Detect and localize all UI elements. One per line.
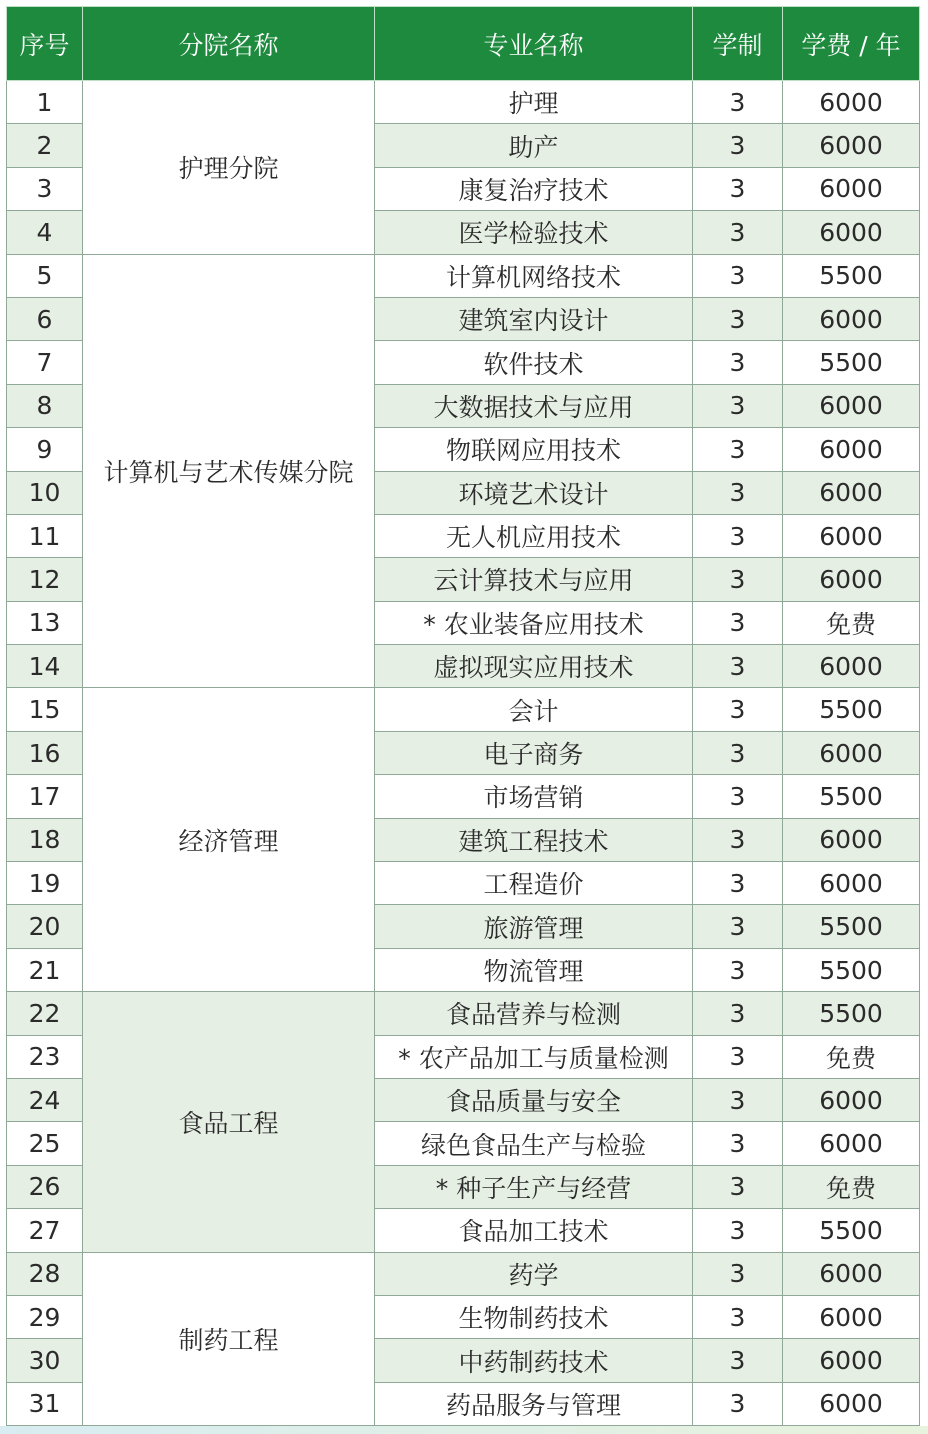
- table-row: [7, 1252, 920, 1295]
- study-years: 3: [693, 905, 783, 948]
- study-years: 3: [693, 688, 783, 731]
- annual-fee: 6000: [783, 818, 920, 861]
- major-name: 药学: [375, 1252, 693, 1295]
- annual-fee: 6000: [783, 514, 920, 557]
- study-years: 3: [693, 124, 783, 167]
- annual-fee: 6000: [783, 1295, 920, 1338]
- header-years: 学制: [693, 7, 783, 81]
- row-index: 11: [7, 514, 83, 557]
- table-row: [7, 992, 920, 1035]
- table-header-row: [7, 7, 920, 81]
- study-years: 3: [693, 558, 783, 601]
- annual-fee: 6000: [783, 1252, 920, 1295]
- study-years: 3: [693, 775, 783, 818]
- department-name: 食品工程: [83, 992, 375, 1252]
- study-years: 3: [693, 384, 783, 427]
- annual-fee: 6000: [783, 862, 920, 905]
- row-index: 3: [7, 167, 83, 210]
- study-years: 3: [693, 1382, 783, 1425]
- major-name: 绿色食品生产与检验: [375, 1122, 693, 1165]
- header-major: 专业名称: [375, 7, 693, 81]
- row-index: 22: [7, 992, 83, 1035]
- annual-fee: 免费: [783, 601, 920, 644]
- study-years: 3: [693, 341, 783, 384]
- annual-fee: 6000: [783, 81, 920, 124]
- annual-fee: 5500: [783, 948, 920, 991]
- row-index: 14: [7, 645, 83, 688]
- row-index: 24: [7, 1078, 83, 1121]
- major-name: 助产: [375, 124, 693, 167]
- major-name: 物联网应用技术: [375, 428, 693, 471]
- row-index: 23: [7, 1035, 83, 1078]
- study-years: 3: [693, 1078, 783, 1121]
- tuition-table: [6, 6, 920, 1426]
- annual-fee: 5500: [783, 992, 920, 1035]
- major-name: * 农业装备应用技术: [375, 601, 693, 644]
- study-years: 3: [693, 254, 783, 297]
- annual-fee: 6000: [783, 731, 920, 774]
- study-years: 3: [693, 297, 783, 340]
- row-index: 17: [7, 775, 83, 818]
- annual-fee: 5500: [783, 775, 920, 818]
- major-name: 物流管理: [375, 948, 693, 991]
- study-years: 3: [693, 428, 783, 471]
- annual-fee: 6000: [783, 167, 920, 210]
- bottom-decoration: [0, 1426, 928, 1434]
- major-name: 生物制药技术: [375, 1295, 693, 1338]
- row-index: 15: [7, 688, 83, 731]
- major-name: 环境艺术设计: [375, 471, 693, 514]
- department-name: 护理分院: [83, 81, 375, 255]
- row-index: 18: [7, 818, 83, 861]
- major-name: 会计: [375, 688, 693, 731]
- annual-fee: 6000: [783, 558, 920, 601]
- major-name: 药品服务与管理: [375, 1382, 693, 1425]
- row-index: 5: [7, 254, 83, 297]
- study-years: 3: [693, 948, 783, 991]
- header-fee: 学费 / 年: [783, 7, 920, 81]
- study-years: 3: [693, 471, 783, 514]
- row-index: 12: [7, 558, 83, 601]
- row-index: 21: [7, 948, 83, 991]
- row-index: 27: [7, 1209, 83, 1252]
- row-index: 28: [7, 1252, 83, 1295]
- header-department: 分院名称: [83, 7, 375, 81]
- table-row: [7, 688, 920, 731]
- study-years: 3: [693, 1295, 783, 1338]
- annual-fee: 6000: [783, 124, 920, 167]
- department-name: 计算机与艺术传媒分院: [83, 254, 375, 688]
- header-index: 序号: [7, 7, 83, 81]
- annual-fee: 6000: [783, 211, 920, 254]
- department-name: 经济管理: [83, 688, 375, 992]
- major-name: 计算机网络技术: [375, 254, 693, 297]
- study-years: 3: [693, 211, 783, 254]
- study-years: 3: [693, 514, 783, 557]
- major-name: 食品加工技术: [375, 1209, 693, 1252]
- major-name: 食品营养与检测: [375, 992, 693, 1035]
- row-index: 2: [7, 124, 83, 167]
- annual-fee: 6000: [783, 1382, 920, 1425]
- annual-fee: 5500: [783, 688, 920, 731]
- major-name: * 农产品加工与质量检测: [375, 1035, 693, 1078]
- major-name: 软件技术: [375, 341, 693, 384]
- row-index: 7: [7, 341, 83, 384]
- major-name: 市场营销: [375, 775, 693, 818]
- study-years: 3: [693, 81, 783, 124]
- table-body: [7, 81, 920, 1426]
- study-years: 3: [693, 1122, 783, 1165]
- study-years: 3: [693, 818, 783, 861]
- row-index: 30: [7, 1339, 83, 1382]
- study-years: 3: [693, 1035, 783, 1078]
- row-index: 29: [7, 1295, 83, 1338]
- row-index: 10: [7, 471, 83, 514]
- major-name: 食品质量与安全: [375, 1078, 693, 1121]
- major-name: 康复治疗技术: [375, 167, 693, 210]
- annual-fee: 6000: [783, 471, 920, 514]
- major-name: 护理: [375, 81, 693, 124]
- row-index: 6: [7, 297, 83, 340]
- row-index: 4: [7, 211, 83, 254]
- major-name: 旅游管理: [375, 905, 693, 948]
- annual-fee: 5500: [783, 1209, 920, 1252]
- row-index: 1: [7, 81, 83, 124]
- row-index: 19: [7, 862, 83, 905]
- study-years: 3: [693, 731, 783, 774]
- row-index: 8: [7, 384, 83, 427]
- study-years: 3: [693, 1339, 783, 1382]
- major-name: 虚拟现实应用技术: [375, 645, 693, 688]
- row-index: 25: [7, 1122, 83, 1165]
- annual-fee: 免费: [783, 1165, 920, 1208]
- row-index: 9: [7, 428, 83, 471]
- major-name: 建筑工程技术: [375, 818, 693, 861]
- annual-fee: 5500: [783, 254, 920, 297]
- row-index: 31: [7, 1382, 83, 1425]
- row-index: 13: [7, 601, 83, 644]
- annual-fee: 6000: [783, 384, 920, 427]
- annual-fee: 6000: [783, 428, 920, 471]
- major-name: 建筑室内设计: [375, 297, 693, 340]
- annual-fee: 免费: [783, 1035, 920, 1078]
- row-index: 16: [7, 731, 83, 774]
- study-years: 3: [693, 862, 783, 905]
- major-name: 云计算技术与应用: [375, 558, 693, 601]
- annual-fee: 6000: [783, 1339, 920, 1382]
- annual-fee: 6000: [783, 1078, 920, 1121]
- study-years: 3: [693, 645, 783, 688]
- study-years: 3: [693, 992, 783, 1035]
- annual-fee: 6000: [783, 645, 920, 688]
- study-years: 3: [693, 601, 783, 644]
- table-row: [7, 81, 920, 124]
- major-name: 工程造价: [375, 862, 693, 905]
- major-name: 医学检验技术: [375, 211, 693, 254]
- row-index: 26: [7, 1165, 83, 1208]
- annual-fee: 5500: [783, 341, 920, 384]
- annual-fee: 6000: [783, 297, 920, 340]
- study-years: 3: [693, 1252, 783, 1295]
- annual-fee: 6000: [783, 1122, 920, 1165]
- table-row: [7, 254, 920, 297]
- major-name: 中药制药技术: [375, 1339, 693, 1382]
- department-name: 制药工程: [83, 1252, 375, 1426]
- study-years: 3: [693, 167, 783, 210]
- study-years: 3: [693, 1165, 783, 1208]
- major-name: * 种子生产与经营: [375, 1165, 693, 1208]
- major-name: 大数据技术与应用: [375, 384, 693, 427]
- major-name: 电子商务: [375, 731, 693, 774]
- row-index: 20: [7, 905, 83, 948]
- annual-fee: 5500: [783, 905, 920, 948]
- study-years: 3: [693, 1209, 783, 1252]
- major-name: 无人机应用技术: [375, 514, 693, 557]
